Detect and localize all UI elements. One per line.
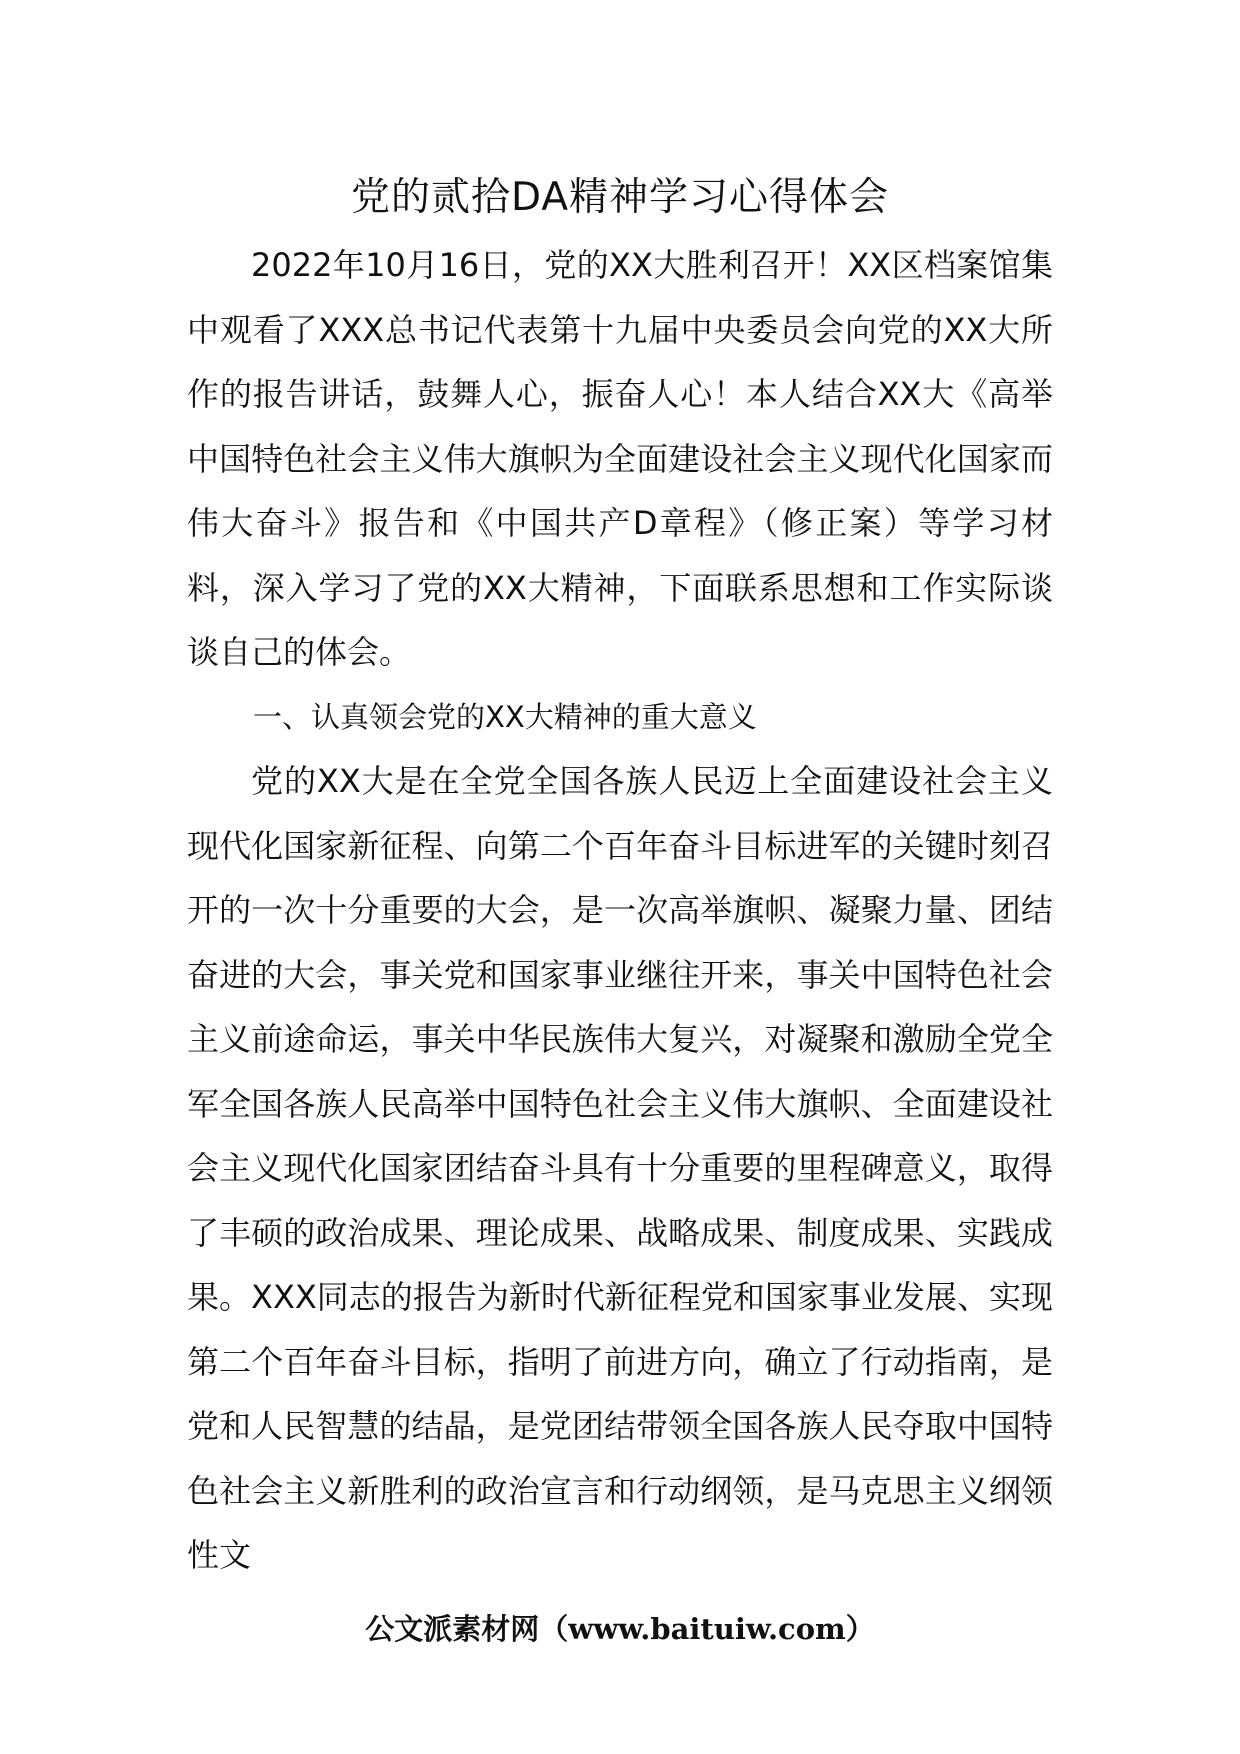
body-paragraph: 党的XX大是在全党全国各族人民迈上全面建设社会主义现代化国家新征程、向第二个百年奋斗目标进军的关键时刻召开的一次十分重要的大会，是一次高举旗帜、凝聚力量、团结奋进的大会，事关党和国家事业继往开来，事关中国特色社会主义前途命运，事关中华民族伟大复兴，对凝聚和激励全党全军全国各族人民高举中国特色社会主义伟大旗帜、全面建设社会主义现代化国家团结奋斗具有十分重要的里程碑意义，取得了丰硕的政治成果、理论成果、战略成果、制度成果、实践成果。XXX同志的报告为新时代新征程党和国家事业发展、实现第二个百年奋斗目标，指明了前进方向，确立了行动指南，是党和人民智慧的结晶，是党团结带领全国各族人民夺取中国特色社会主义新胜利的政治宣言和行动纲领，是马克思主义纲领性文 <box>187 762 1053 1574</box>
intro-paragraph: 2022年10月16日，党的XX大胜利召开！XX区档案馆集中观看了XXX总书记代表第十九届中央委员会向党的XX大所作的报告讲话，鼓舞人心，振奋人心！本人结合XX大《高举中国特色社会主义伟大旗帜为全面建设社会主义现代化国家而伟大奋斗》报告和《中国共产D章程》（修正案）等学习材料，深入学习了党的XX大精神，下面联系思想和工作实际谈谈自己的体会。 <box>187 246 1053 671</box>
footer-watermark: 公文派素材网（www.baituiw.com） <box>365 1612 875 1646</box>
document-title: 党的贰拾DA精神学习心得体会 <box>350 175 890 220</box>
section-heading: 一、认真领会党的XX大精神的重大意义 <box>253 699 757 734</box>
document-body <box>187 233 1053 1588</box>
